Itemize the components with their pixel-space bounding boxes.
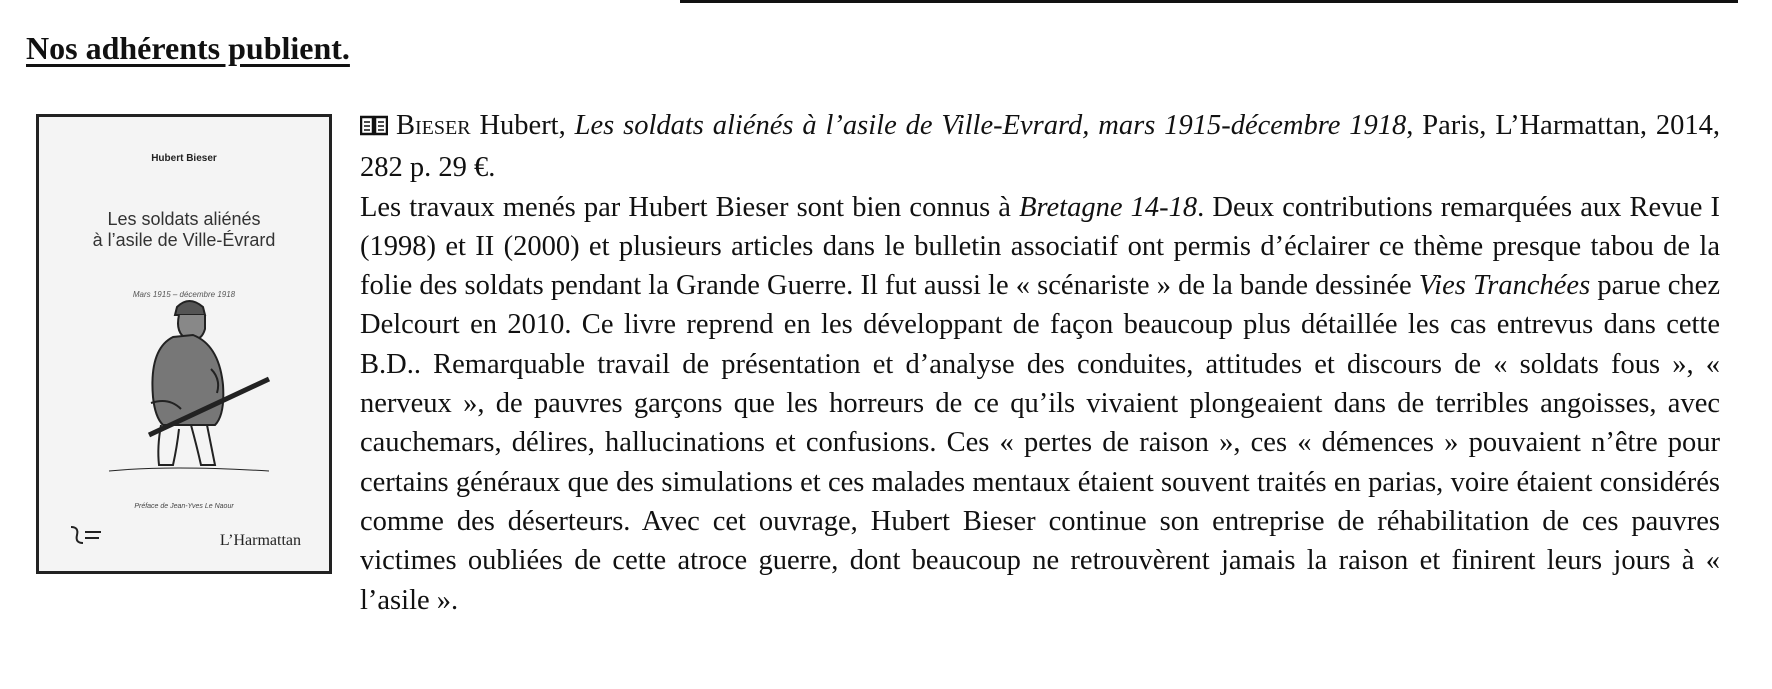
review-journal-title: Bretagne 14-18 [1019, 191, 1198, 223]
cover-title [39, 209, 329, 251]
open-book-icon [360, 109, 388, 148]
review-comic-title: Vies Tranchées [1418, 270, 1591, 302]
review-text-2: . Deux contributions remarquées aux Revue I (1998) et II (2000) et plusieurs articles dans le bulletin associatif ont permis d’éclairer ce thème presque tabou de la folie des soldats pendant la Grande Guerre. Il fut aussi le « scénariste » de la bande dessinée [360, 191, 1720, 302]
cover-dates: Mars 1915 – décembre 1918 [132, 290, 236, 299]
cover-title-line1: Les soldats aliénés [107, 209, 261, 229]
publisher-series-logo [65, 523, 105, 547]
entry-publication-info: , Paris, L’Harmattan, 2014, 282 p. 29 €. [360, 110, 1721, 184]
book-review [26, 106, 1720, 620]
entry-author-rest: Hubert, [470, 110, 575, 141]
cover-publisher: L’Harmattan [219, 532, 301, 549]
review-text-1: Les travaux menés par Hubert Bieser sont bien connus à [360, 191, 1020, 223]
cover-title-line2: à l’asile de Ville-Évrard [92, 230, 276, 250]
review-text-3: parue chez Delcourt en 2010. Ce livre reprend en les développant de façon beaucoup plus détaillée les cas entrevus dans cette B.D.. Remarquable travail de présentation et d’analyse des conduites, attitudes et discours de « soldats fous », « nerveux », de pauvres garçons que les horreurs de ce qu’ils vivaient plongeaient dans de terribles angoisses, avec cauchemars, délires, hallucinations et confusions. Ces « pertes de raison », ces « démences » pouvaient n’être pour certains généraux que des simulations et ces malades mentaux étaient souvent traités en parias, voire étaient considérés comme des déserteurs. Avec cet ouvrage, Hubert Bieser continue son entreprise de réhabilitation de ces pauvres victimes oubliées de cette atroce guerre, dont beaucoup ne retrouvèrent jamais la raison et finirent leurs jours à « l’asile ». [360, 270, 1720, 616]
cover-author: Hubert Bieser [151, 153, 217, 164]
cover-preface: Préface de Jean-Yves Le Naour [134, 503, 234, 510]
entry-book-title: Les soldats aliénés à l’asile de Ville-Evrard, mars 1915-décembre 1918 [574, 110, 1407, 141]
soldier-illustration [79, 285, 299, 485]
book-cover-image [36, 114, 332, 574]
section-heading: Nos adhérents publient. [26, 30, 350, 66]
entry-author-surname: Bieser [396, 110, 471, 141]
top-rule [680, 0, 1738, 3]
